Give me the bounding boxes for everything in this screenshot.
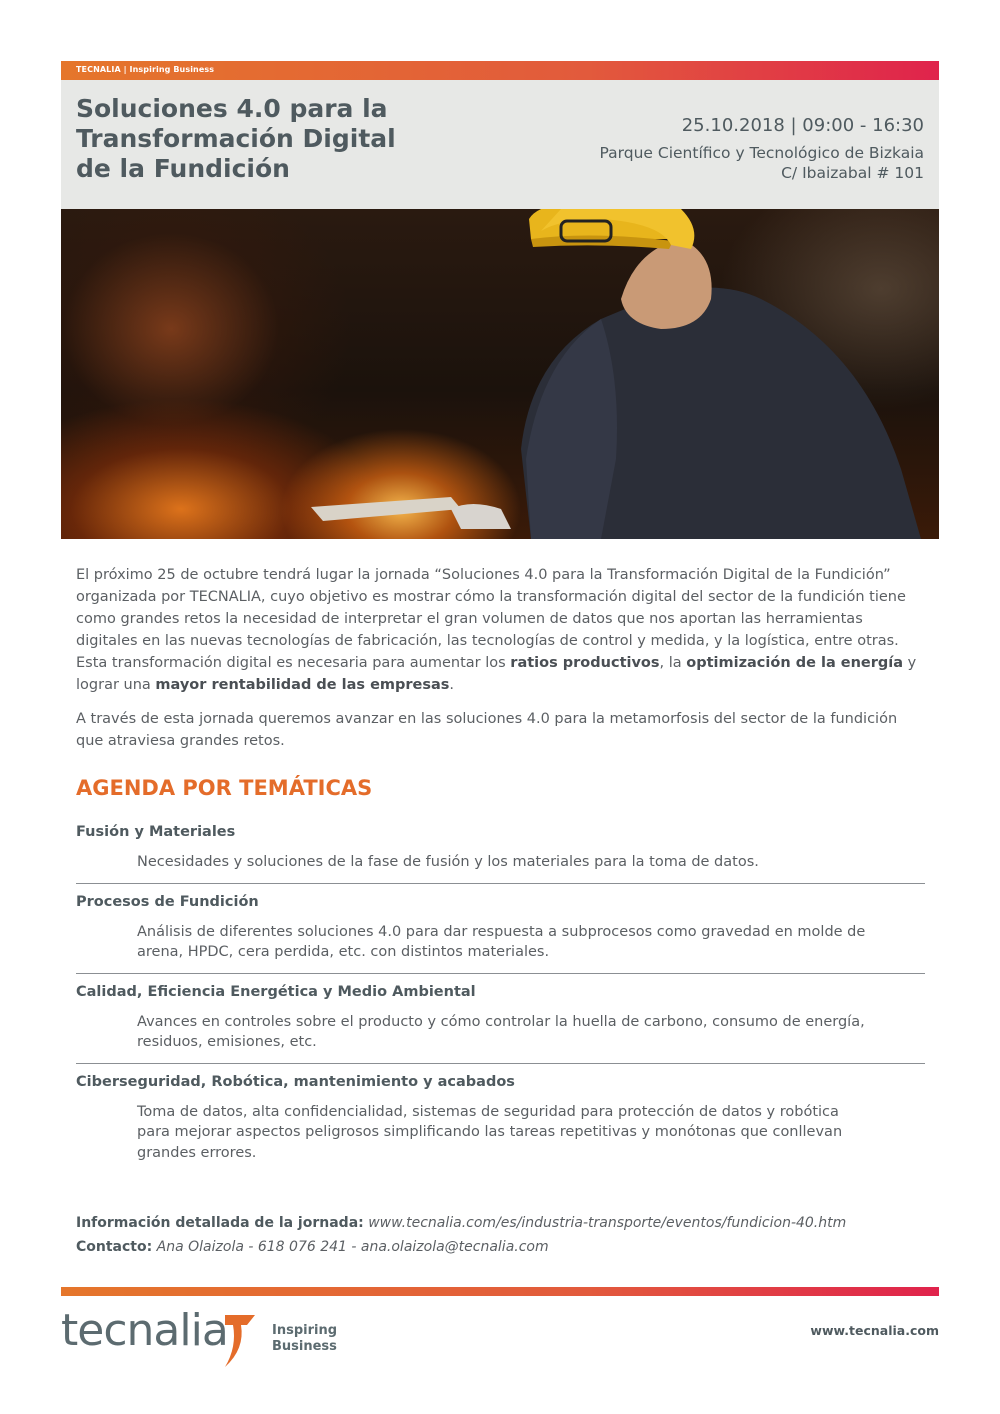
- logo-tag-line: Inspiring: [272, 1323, 338, 1338]
- event-header: [61, 80, 939, 209]
- agenda-item-desc: Necesidades y soluciones de la fase de fusión y los materiales para la toma de datos.: [137, 854, 759, 870]
- logo-swoosh-icon: [219, 1311, 259, 1371]
- intro-highlight: ratios productivos: [510, 655, 660, 671]
- info-line: [76, 1211, 846, 1235]
- footer-info: [76, 1211, 846, 1259]
- brand-label: TECNALIA | Inspiring Business: [76, 65, 215, 74]
- agenda-item: [76, 884, 925, 974]
- contact-label: Contacto:: [76, 1239, 153, 1255]
- tecnalia-logo: [61, 1305, 361, 1371]
- contact-line: [76, 1235, 846, 1259]
- agenda-item-title: Ciberseguridad, Robótica, mantenimiento y acabados: [76, 1073, 515, 1090]
- agenda-item-desc: Análisis de diferentes soluciones 4.0 para dar respuesta a subprocesos como gravedad en molde de arena, HPDC, cera perdida, etc. con distintos materiales.: [137, 923, 866, 960]
- agenda-item: [76, 820, 925, 884]
- intro-text: .: [449, 677, 455, 693]
- page-title: [76, 94, 496, 184]
- bottom-brand-bar: [61, 1287, 939, 1296]
- agenda-item: [76, 1064, 925, 1174]
- worker-illustration: [61, 209, 939, 539]
- agenda-list: [76, 820, 925, 1173]
- logo-tagline: [272, 1323, 337, 1355]
- event-date: 25.10.2018 | 09:00 - 16:30: [681, 115, 924, 136]
- top-brand-bar: [61, 61, 939, 80]
- agenda-item-title: Procesos de Fundición: [76, 893, 259, 910]
- intro-text: El próximo 25 de octubre tendrá lugar la jornada “Soluciones 4.0 para la Transformación Digital de la Fundición” organizada por TECNALIA, cuyo objetivo es mostrar cómo la transformación digital del sector de la fundición tiene como grandes retos la necesidad de interpretar el gran volumen de datos que nos aportan las herramientas digitales en las nuevas tecnologías de fabricación, las tecnologías de control y medida, y la logística, entre otras. Esta transformación digital es necesaria para aumentar los: [76, 567, 906, 671]
- intro-highlight: optimización de la energía: [686, 655, 904, 671]
- logo-wordmark: tecnalia: [61, 1305, 228, 1356]
- info-label: Información detallada de la jornada:: [76, 1215, 364, 1231]
- title-line: Soluciones 4.0 para la: [76, 94, 388, 123]
- agenda-item: [76, 974, 925, 1064]
- contact-value[interactable]: Ana Olaizola - 618 076 241 - ana.olaizola@tecnalia.com: [156, 1239, 549, 1255]
- logo-tag-line: Business: [272, 1339, 337, 1354]
- agenda-item-desc: Avances en controles sobre el producto y cómo controlar la huella de carbono, consumo de energía, residuos, emisiones, etc.: [137, 1013, 865, 1050]
- agenda-item-desc: Toma de datos, alta confidencialidad, sistemas de seguridad para protección de datos y robótica para mejorar aspectos peligrosos simplificando las tareas repetitivas y monótonas que conllevan grandes errores.: [137, 1103, 843, 1161]
- intro-highlight: mayor rentabilidad de las empresas: [155, 677, 450, 693]
- intro-text: , la: [659, 655, 687, 671]
- title-line: de la Fundición: [76, 154, 290, 183]
- agenda-title: AGENDA POR TEMÁTICAS: [76, 776, 373, 800]
- agenda-item-title: Fusión y Materiales: [76, 824, 236, 840]
- title-line: Transformación Digital: [76, 124, 396, 153]
- info-link[interactable]: www.tecnalia.com/es/industria-transporte/eventos/fundicion-40.htm: [368, 1215, 847, 1231]
- event-place: Parque Científico y Tecnológico de Bizkaia: [599, 144, 924, 162]
- intro-paragraph: [76, 564, 926, 696]
- website-link[interactable]: www.tecnalia.com: [810, 1323, 939, 1338]
- event-info: [600, 114, 925, 183]
- agenda-item-title: Calidad, Eficiencia Energética y Medio Ambiental: [76, 983, 476, 1000]
- event-address: C/ Ibaizabal # 101: [781, 164, 924, 182]
- hero-image: [61, 209, 939, 539]
- intro-paragraph-2: A través de esta jornada queremos avanzar en las soluciones 4.0 para la metamorfosis del sector de la fundición que atraviesa grandes retos.: [76, 711, 898, 749]
- intro-text: y lograr una: [76, 655, 917, 693]
